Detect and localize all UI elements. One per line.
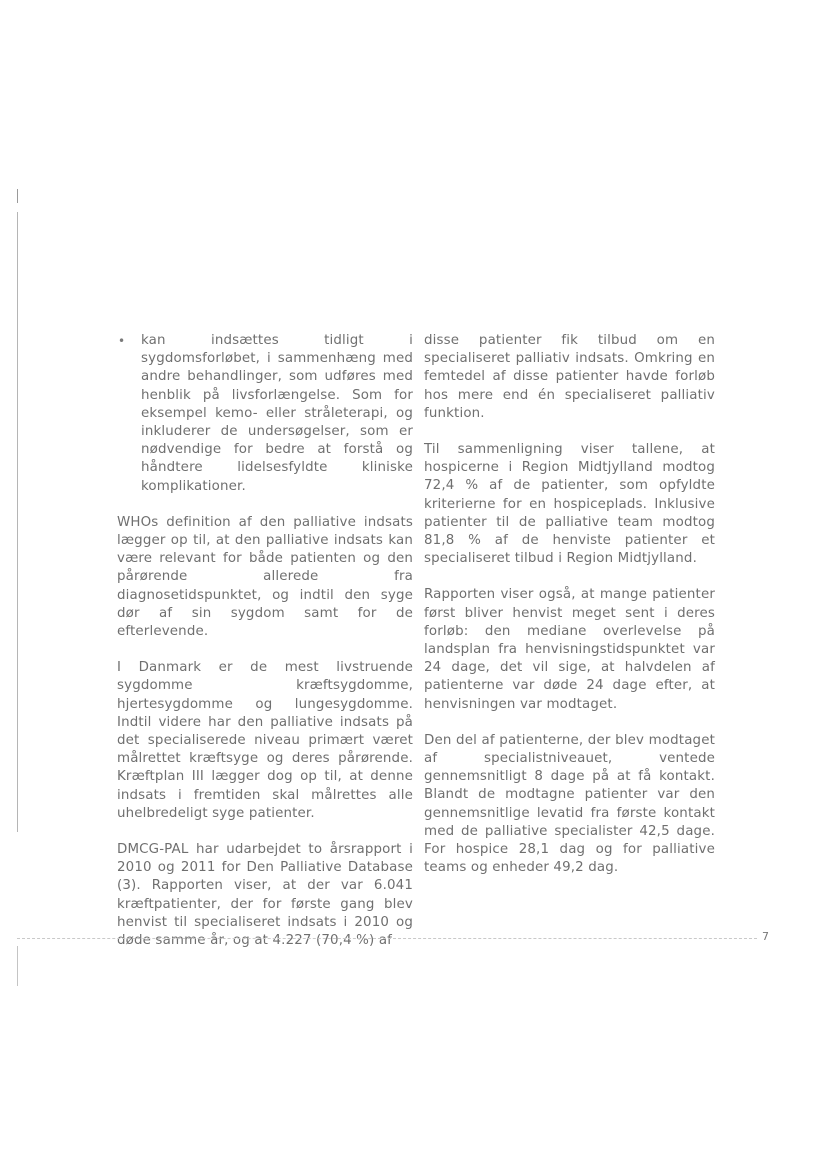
paragraph-continuation: disse patienter fik tilbud om en specialiseret palliativ indsats. Omkring en femtedel af disse patienter havde forløb hos mere end én specialiseret palliativ funktion. [424,333,715,421]
bullet-item [118,332,413,496]
paragraph-who-definition: WHOs definition af den palliative indsats lægger op til, at den palliative indsats kan være relevant for både patienten og den pårørende allerede fra diagnosetidspunktet, og indtil den syge dør af sin sygdom samt for de efterlevende. [117,514,413,640]
scan-margin-mark-long [17,212,18,832]
paragraph-dmcg-pal: DMCG-PAL har udarbejdet to årsrapport i 2010 og 2011 for Den Palliative Database (3). Rapporten viser, at der var 6.041 kræftpatienter, der for første gang blev henvist til specialiseret indsats i 2010 og døde samme år, og at 4.227 (70,4 %) af [117,842,413,949]
footer-rule [17,938,757,939]
bullet-list [117,332,413,496]
paragraph-comparison: Til sammenligning viser tallene, at hospicerne i Region Midtjylland modtog 72,4 % af de patienter, som opfyldte kriterierne for en hospiceplads. Inklusive patienter til de palliative team modtog 81,8 % af de henviste patienter et specialiseret tilbud i Region Midtjylland. [424,442,715,567]
scan-margin-mark-bottom [17,946,18,986]
paragraph-danmark: I Danmark er de mest livstruende sygdomme kræftsygdomme, hjertesygdomme og lungesygdomme. Indtil videre har den palliative indsats på det specialiserede niveau primært været målrettet kræftsyge og deres pårørende. Kræftplan III lægger dog op til, at denne indsats i fremtiden skal målrettes alle uhelbredeligt syge patienter. [117,660,413,821]
paragraph-late-referral: Rapporten viser også, at mange patienter først bliver henvist meget sent i deres forløb: den mediane overlevelse på landsplan fra henvisningstidspunktet var 24 dage, det vil sige, at halvdelen af patienterne var døde 24 dage efter, at henvisningen var modtaget. [424,587,715,712]
bullet-dot-icon: • [118,334,126,348]
bullet-text: kan indsættes tidligt i sygdomsforløbet, i sammenhæng med andre behandlinger, som udføres med henblik på livsforlængelse. Som for eksempel kemo- eller stråleterapi, og inkluderer de undersøgelser, som er nødvendige for bedre at forstå og håndtere lidelsesfyldte kliniske komplikationer. [141,333,413,494]
paragraph-waiting-time: Den del af patienterne, der blev modtaget af specialistniveauet, ventede gennemsnitligt 8 dage på at få kontakt. Blandt de modtagne patienter var den gennemsnitlige levatid fra første kontakt med de palliative specialister 42,5 dage. For hospice 28,1 dag og for palliative teams og enheder 49,2 dag. [424,732,715,876]
page-number: 7 [762,930,769,943]
scan-margin-mark-top [17,189,18,203]
right-column [424,332,715,895]
left-column [117,332,413,968]
